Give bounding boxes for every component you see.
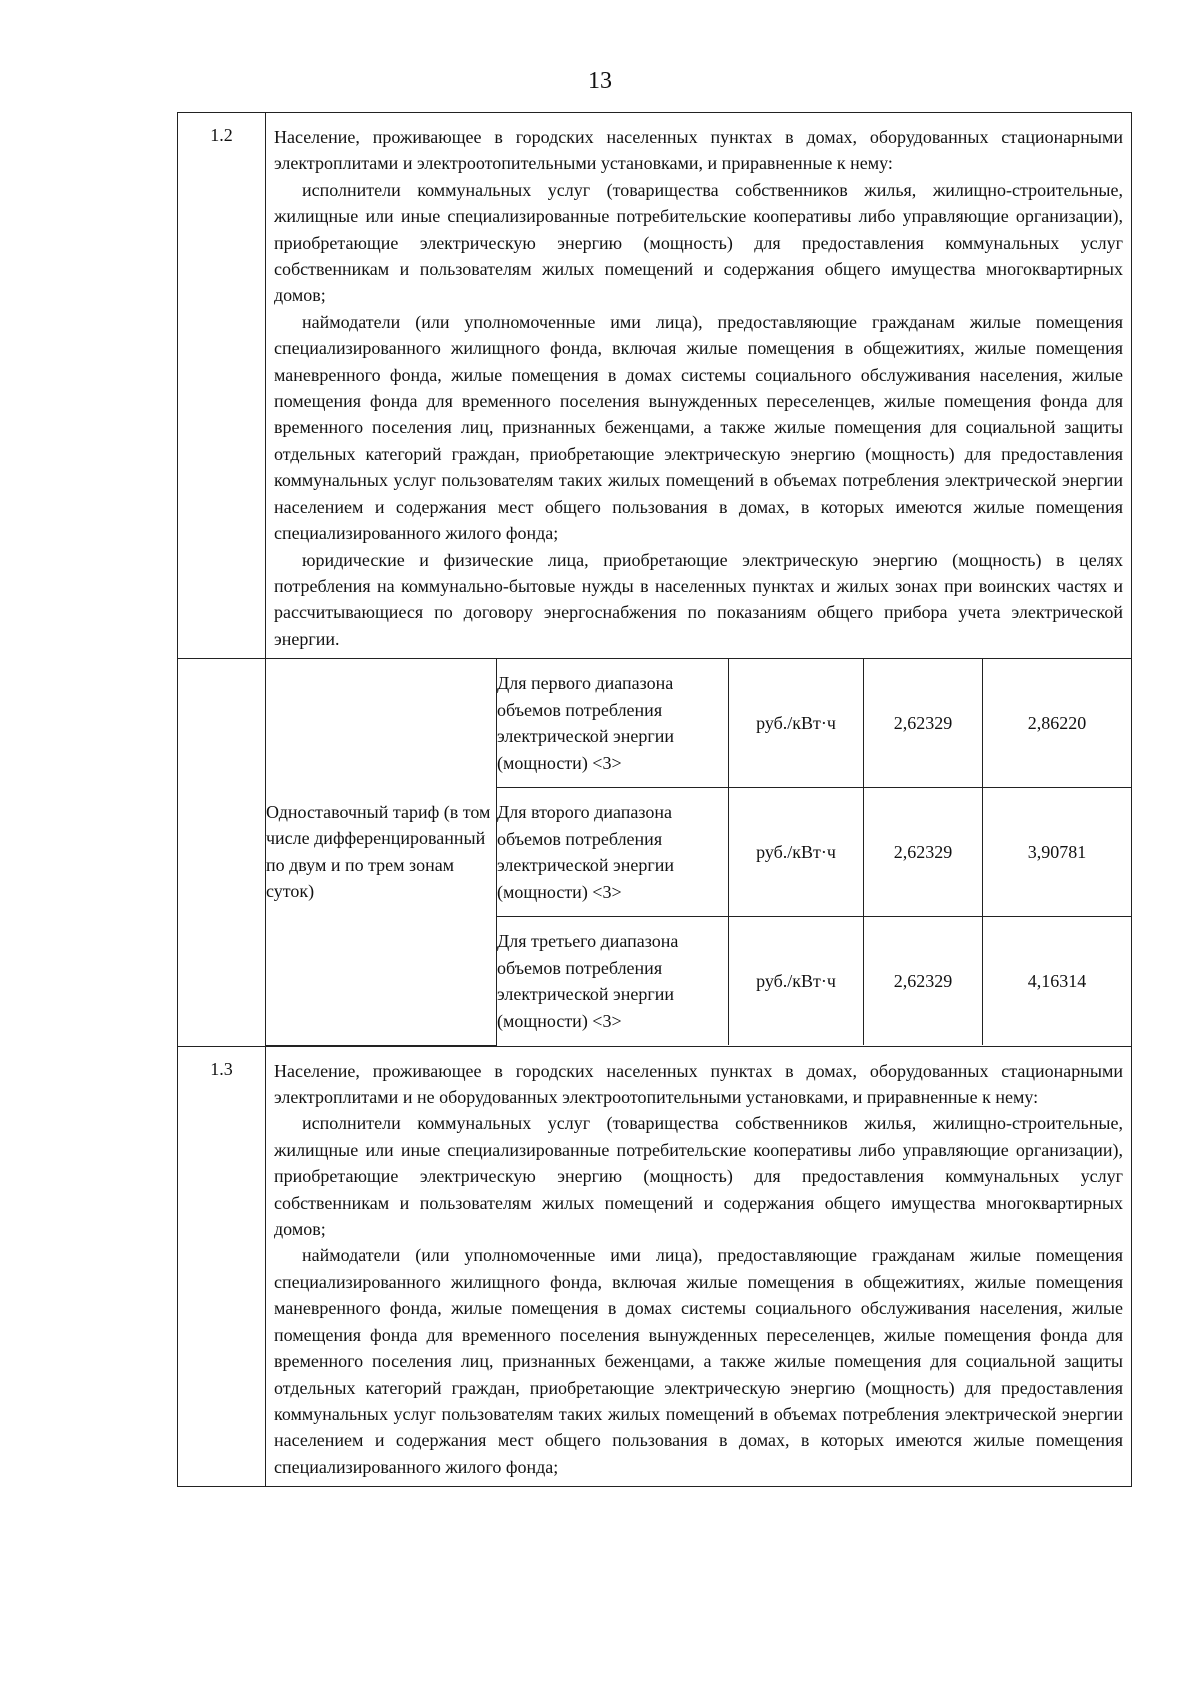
unit: руб./кВт·ч — [729, 917, 864, 1046]
row-number: 1.2 — [178, 113, 266, 659]
tariff-value-1: 2,62329 — [864, 917, 983, 1046]
tariff-value-2: 2,86220 — [983, 659, 1132, 788]
paragraph: исполнители коммунальных услуг (товарищества собственников жилья, жилищно-строительные, жилищные или иные специализированные потребительские кооперативы либо управляющие организации), приобретающие электрическую энергию (мощность) для предоставления коммунальных услуг собственникам и пользователям жилых помещений и содержания общего имущества многоквартирных домов; — [274, 179, 1123, 306]
tariff-value-2: 3,90781 — [983, 788, 1132, 917]
section-description — [266, 113, 1132, 659]
paragraph: наймодатели (или уполномоченные ими лица), предоставляющие гражданам жилые помещения специализированного жилищного фонда, включая жилые помещения в общежитиях, жилые помещения маневренного фонда, жилые помещения в домах системы социального обслуживания населения, жилые помещения фонда для временного поселения вынужденных переселенцев, жилые помещения фонда для временного поселения лиц, признанных беженцами, а также жилые помещения для социальной защиты отдельных категорий граждан, приобретающие электрическую энергию (мощность) для предоставления коммунальных услуг пользователям таких жилых помещений в объемах потребления электрической энергии населением и содержания мест общего пользования в домах, в которых имеются жилые помещения специализированного жилого фонда; — [274, 311, 1123, 544]
consumption-range: Для второго диапазона объемов потребления электрической энергии (мощности) <3> — [497, 788, 729, 917]
paragraph: исполнители коммунальных услуг (товарищества собственников жилья, жилищно-строительные, жилищные или иные специализированные потребительские кооперативы либо управляющие организации), приобретающие электрическую энергию (мощность) для предоставления коммунальных услуг собственникам и пользователям жилых помещений и содержания общего имущества многоквартирных домов; — [274, 1113, 1123, 1240]
paragraph: юридические и физические лица, приобретающие электрическую энергию (мощность) в целях потребления на коммунально-бытовые нужды в населенных пунктах и жилых зонах при воинских частях и рассчитывающиеся по договору энергоснабжения по показаниям общего прибора учета электрической энергии. — [274, 549, 1123, 649]
page-number: 13 — [588, 68, 612, 94]
section-heading: Население, проживающее в городских населенных пунктах в домах, оборудованных стационарными электроплитами и электроотопительными установками, и приравненные к нему: — [274, 127, 1123, 174]
tariff-row — [178, 659, 1132, 1047]
unit: руб./кВт·ч — [729, 788, 864, 917]
consumption-range: Для третьего диапазона объемов потребления электрической энергии (мощности) <3> — [497, 917, 729, 1046]
empty-cell — [178, 659, 266, 1047]
tariff-table — [177, 112, 1132, 1487]
section-row-1-2 — [178, 113, 1132, 659]
tariff-name: Одноставочный тариф (в том числе дифференцированный по двум и по трем зонам суток) — [266, 659, 497, 1045]
tariff-subtable — [266, 659, 1131, 1046]
tariff-value-1: 2,62329 — [864, 788, 983, 917]
consumption-range: Для первого диапазона объемов потребления электрической энергии (мощности) <3> — [497, 659, 729, 788]
tariff-value-2: 4,16314 — [983, 917, 1132, 1046]
section-row-1-3 — [178, 1046, 1132, 1487]
tariff-block — [266, 659, 1132, 1047]
tariff-value-1: 2,62329 — [864, 659, 983, 788]
section-description — [266, 1046, 1132, 1487]
row-number: 1.3 — [178, 1046, 266, 1487]
paragraph: наймодатели (или уполномоченные ими лица), предоставляющие гражданам жилые помещения специализированного жилищного фонда, включая жилые помещения в общежитиях, жилые помещения маневренного фонда, жилые помещения в домах системы социального обслуживания населения, жилые помещения фонда для временного поселения вынужденных переселенцев, жилые помещения фонда для временного поселения лиц, признанных беженцами, а также жилые помещения для социальной защиты отдельных категорий граждан, приобретающие электрическую энергию (мощность) для предоставления коммунальных услуг пользователям таких жилых помещений в объемах потребления электрической энергии населением и содержания мест общего пользования в домах, в которых имеются жилые помещения специализированного жилого фонда; — [274, 1245, 1123, 1477]
tariff-range-row — [266, 659, 1131, 788]
unit: руб./кВт·ч — [729, 659, 864, 788]
section-heading: Население, проживающее в городских населенных пунктах в домах, оборудованных стационарными электроплитами и не оборудованных электроотопительными установками, и приравненные к нему: — [274, 1060, 1123, 1108]
